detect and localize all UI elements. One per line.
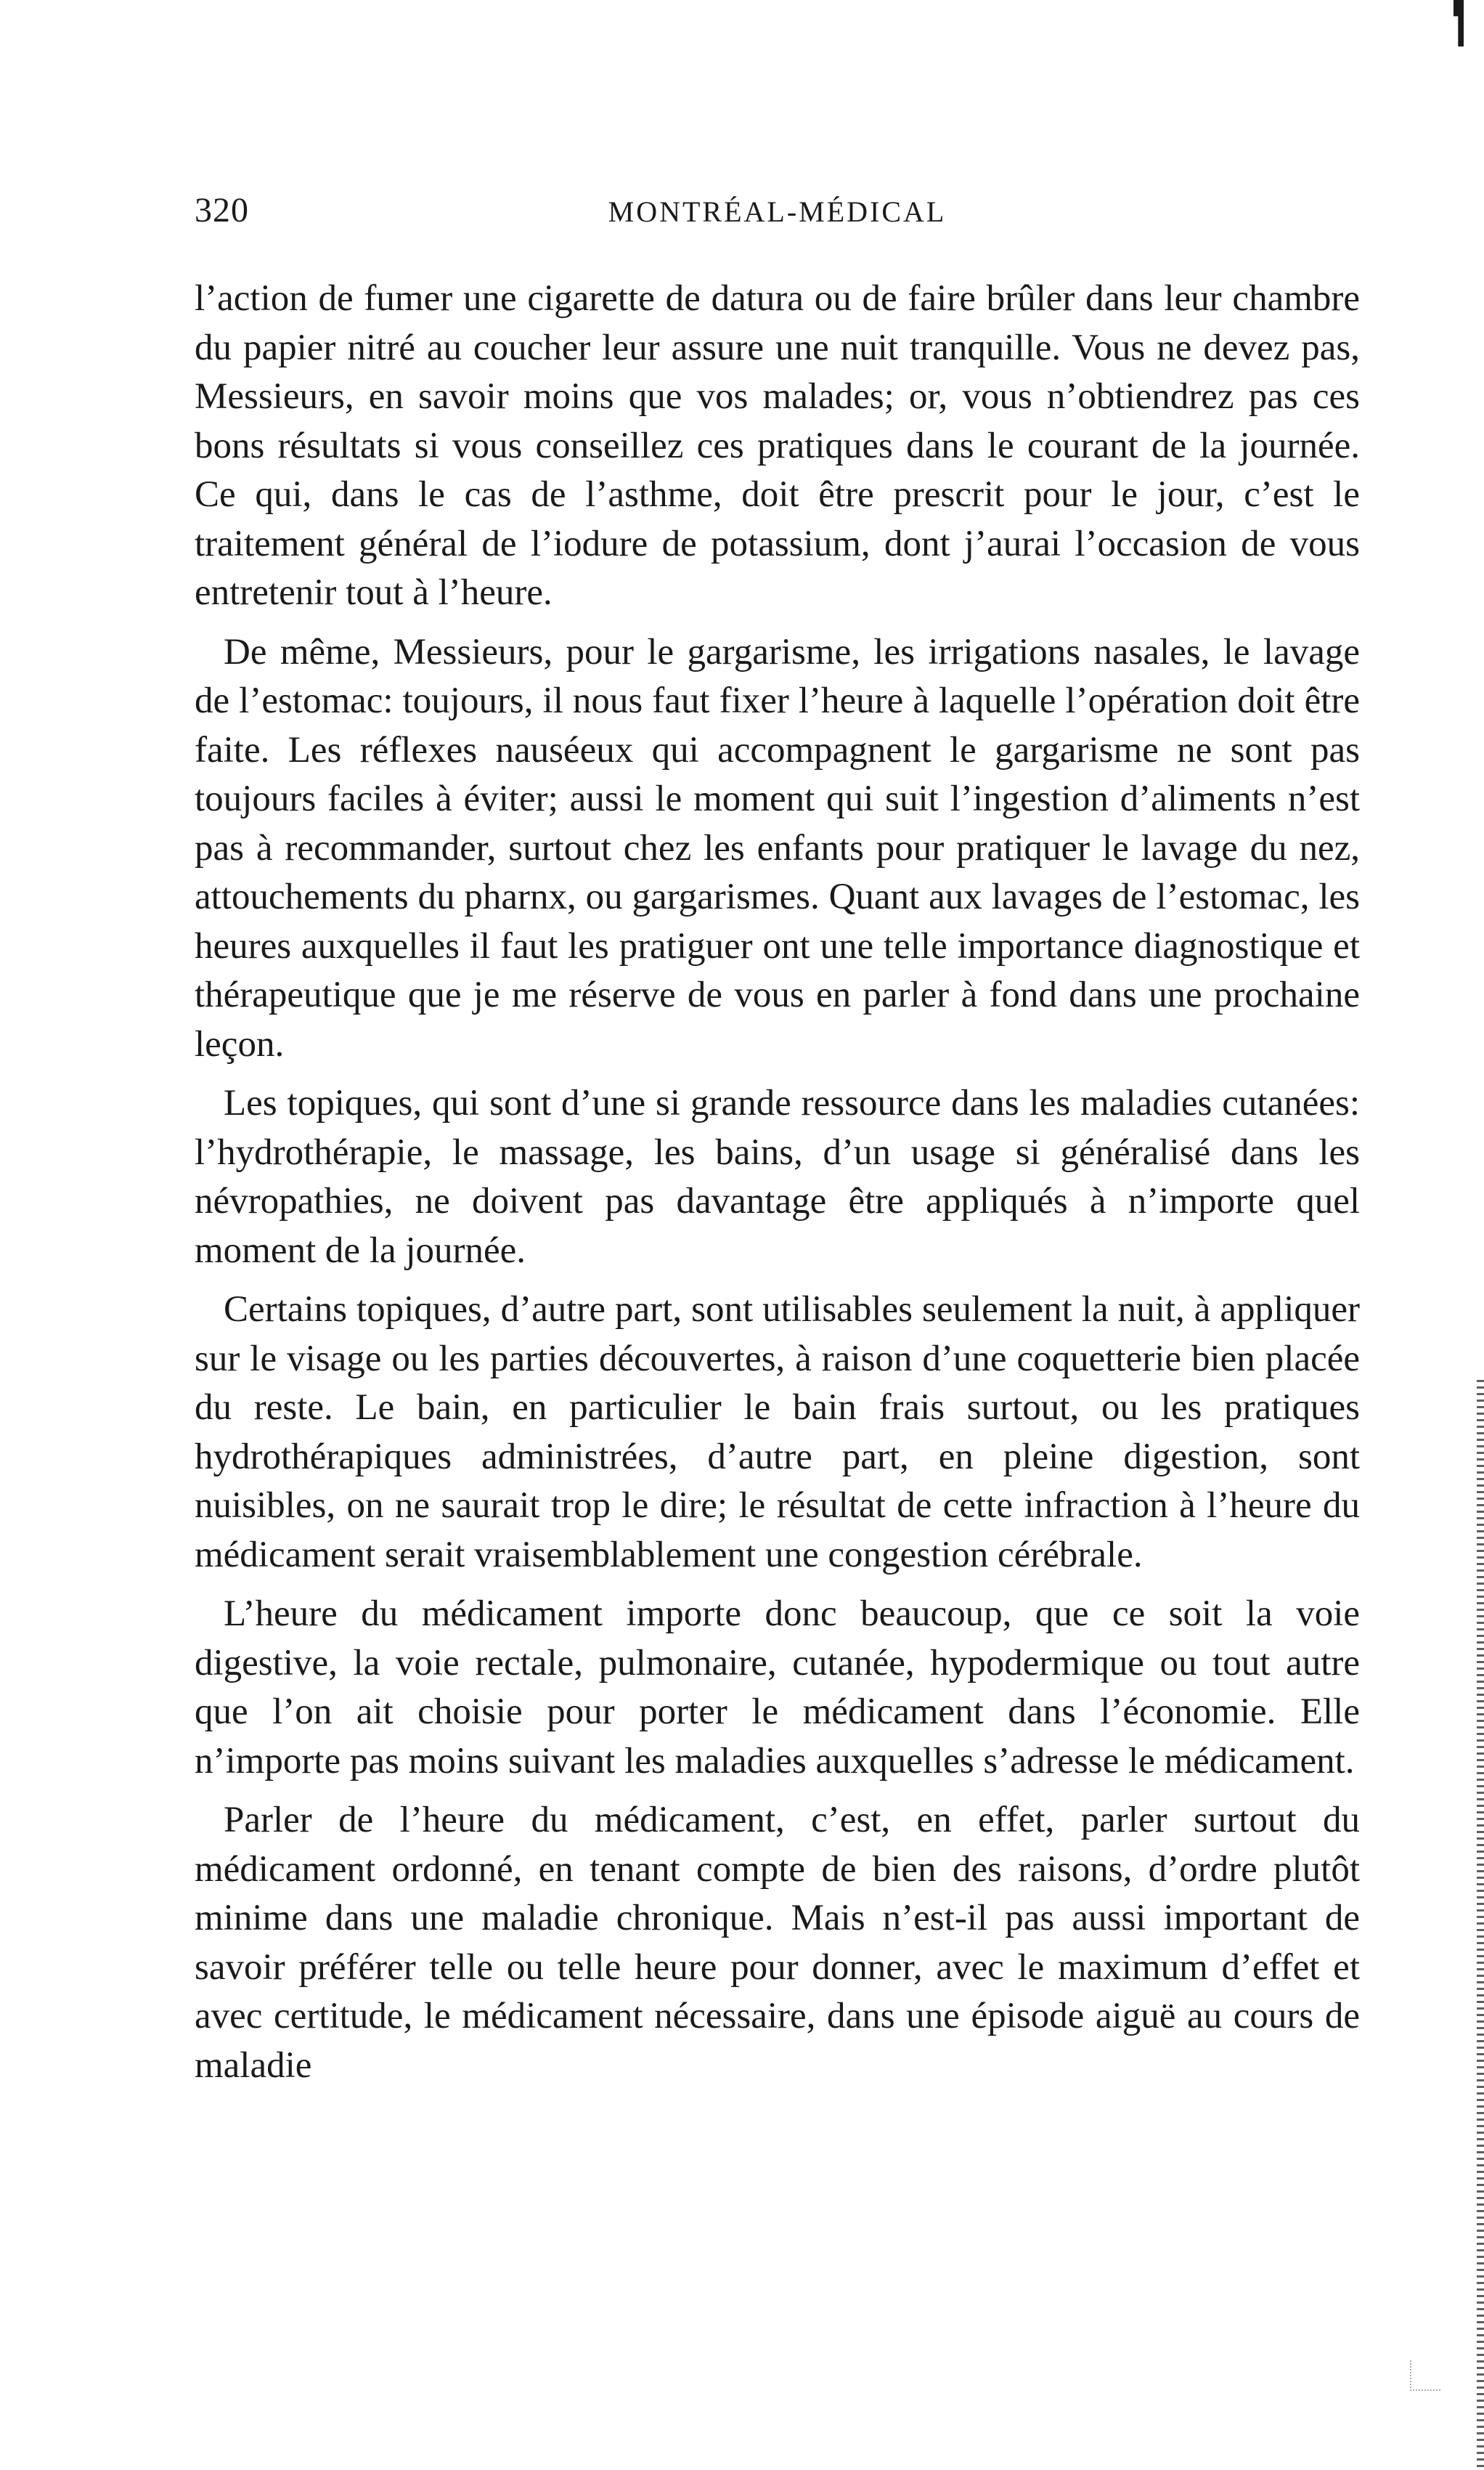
- paragraph: De même, Messieurs, pour le gargarisme, les irrigations nasales, le lavage de l’estomac: toujours, il nous faut fixer l’heure à laquelle l’opération doit être faite. Les réflexes nauséeux qui accompagnent le gargarisme ne sont pas toujours faciles à éviter; aussi le moment qui suit l’ingestion d’aliments n’est pas à recommander, surtout chez les enfants pour pratiquer le lavage du nez, attouchements du pharnx, ou gargarismes. Quant aux lavages de l’estomac, les heures auxquelles il faut les pratiguer ont une telle importance diagnostique et thérapeutique que je me réserve de vous en parler à fond dans une prochaine leçon.: [195, 631, 1360, 1065]
- paragraph: L’heure du médicament importe donc beaucoup, que ce soit la voie digestive, la voie rectale, pulmonaire, cutanée, hypodermique ou tout autre que l’on ait choisie pour porter le médicament dans l’économie. Elle n’importe pas moins suivant les maladies auxquelles s’adresse le médicament.: [195, 1593, 1360, 1782]
- running-head: MONTRÉAL-MÉDICAL: [608, 195, 947, 228]
- paragraph: Certains topiques, d’autre part, sont utilisables seulement la nuit, à appliquer sur le visage ou les parties découvertes, à raison d’une coquetterie bien placée du reste. Le bain, en particulier le bain frais surtout, ou les pratiques hydrothérapiques administrées, d’autre part, en pleine digestion, sont nuisibles, on ne saurait trop le dire; le résultat de cette infraction à l’heure du médicament serait vraisemblablement une congestion cérébrale.: [195, 1289, 1360, 1575]
- page-header: [195, 190, 1360, 241]
- scan-speck: [1410, 2360, 1440, 2391]
- paragraph: Les topiques, qui sont d’une si grande ressource dans les maladies cutanées: l’hydrothérapie, le massage, les bains, d’un usage si généralisé dans les névropathies, ne doivent pas davantage être appliqués à n’importe quel moment de la journée.: [195, 1083, 1360, 1271]
- page-number: 320: [195, 191, 249, 229]
- paragraph-continued: l’action de fumer une cigarette de datura ou de faire brûler dans leur chambre du papier nitré au coucher leur assure une nuit tranquille. Vous ne devez pas, Messieurs, en savoir moins que vos malades; or, vous n’obtiendrez pas ces bons résultats si vous conseillez ces pratiques dans le courant de la journée. Ce qui, dans le cas de l’asthme, doit être prescrit pour le jour, c’est le traitement général de l’iodure de potassium, dont j’aurai l’occasion de vous entretenir tout à l’heure.: [195, 278, 1360, 613]
- body-text: [195, 275, 1360, 2100]
- scan-edge-noise: [1477, 1380, 1484, 2470]
- scan-corner-mark: [1454, 0, 1464, 46]
- paragraph: Parler de l’heure du médicament, c’est, en effet, parler surtout du médicament ordonné, en tenant compte de bien des raisons, d’ordre plutôt minime dans une maladie chronique. Mais n’est-il pas aussi important de savoir préférer telle ou telle heure pour donner, avec le maximum d’effet et avec certitude, le médicament nécessaire, dans une épisode aiguë au cours de maladie: [195, 1800, 1360, 2086]
